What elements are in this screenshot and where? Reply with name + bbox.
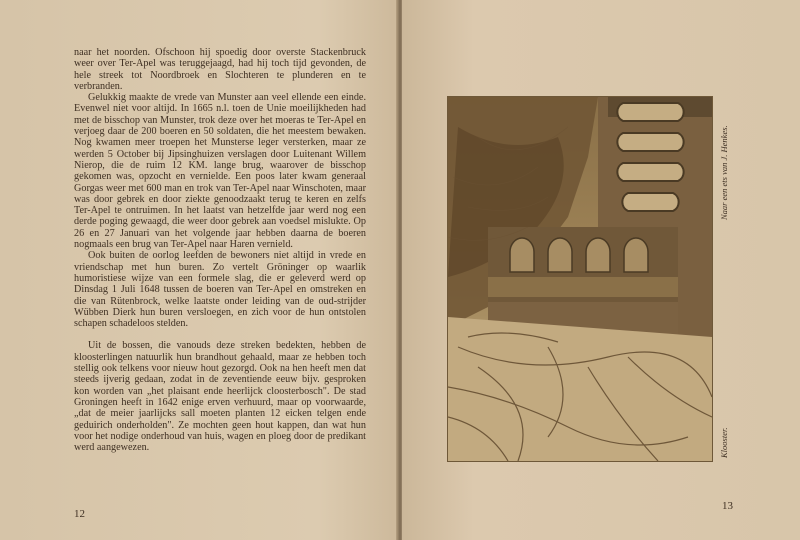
paragraph-1: naar het noorden. Ofschoon hij spoedig door overste Stackenbruck weer over Ter-Apel was teruggejaagd, had hij toch tijd gevonden, de hele streek tot Noordbroek en Slochteren te plunderen en te verbranden. <box>74 47 366 92</box>
left-page <box>0 0 398 540</box>
illustration-title-caption: Klooster. <box>719 427 729 458</box>
paragraph-3: Ook buiten de oorlog leefden de bewoners niet altijd in vrede en vriendschap met hun buren. Zo vertelt Gröninger op waarlik humoristiese wijze van een formele slag, die er geleverd werd op Dinsdag 1 Juli 1648 tussen de boeren van Ter-Apel en omstreken en die van Rütenbrock, welke laatste onder leiding van de oud-strijder Wübben Dierk hun buren versloegen, en zich voor de hun ontstolen schapen schadeloos stelden. <box>74 250 366 330</box>
paragraph-4: Uit de bossen, die vanouds deze streken bedekten, hebben de kloosterlingen natuurlik hun brandhout gehaald, maar ze hebben toch stellig ook telkens voor nieuw hout gezorgd. Ook na hen heeft men dat steeds ijverig gedaan, zodat in de zeventiende eeuw bijv. gesproken kon worden van „het plaisant ende heerlijck cloosterbosch". De stad Groningen heeft in 1642 enige erven verhuurd, maar op voorwaarde, „dat de meier jaarlijcks sall moeten planten 12 eicken telgen ende geduirich onderholden". Ze mochten geen hout kappen, dan wat hun voor het nodige onderhoud van huis, wagen en ploeg door de predikant werd aangewezen. <box>74 340 366 454</box>
paragraph-2: Gelukkig maakte de vrede van Munster aan veel ellende een einde. Evenwel niet voor altijd. In 1665 n.l. toen de Unie moeilijkheden had met de bisschop van Munster, trok deze over het moeras te Ter-Apel en verjoeg daar de 200 boeren en 50 soldaten, die het meestem bewaken. Nog kwamen meer troepen het Munsterse leger versterken, maar ze werden 5 October bij Jipsinghuizen verslagen door Luitenant Willem Nierop, die de ruim 12 KM. lange brug, waarover de bisschop gekomen was, opzocht en vernielde. Een poos later kwam generaal Gorgas weer met 600 man en trok van Ter-Apel naar Winschoten, maar was door gebrek en door ziekte genoodzaakt terug te keren en zelfs Ter-Apel te ontruimen. In het laatst van hetzelfde jaar werd nog een derde poging gewaagd, die weer door gebrek aan voedsel mislukte. Op 26 en 27 Januari van het volgende jaar hebben daarna de boeren nogmaals een brug van Ter-Apel naar Haren vernield. <box>74 92 366 251</box>
body-text <box>74 47 366 453</box>
monastery-etching-image <box>448 97 712 461</box>
etching-illustration <box>447 96 713 462</box>
etching-credit-caption: Naar een ets van J. Henkes. <box>719 125 729 220</box>
page-number-right: 13 <box>722 500 733 512</box>
page-number-left: 12 <box>74 508 85 520</box>
